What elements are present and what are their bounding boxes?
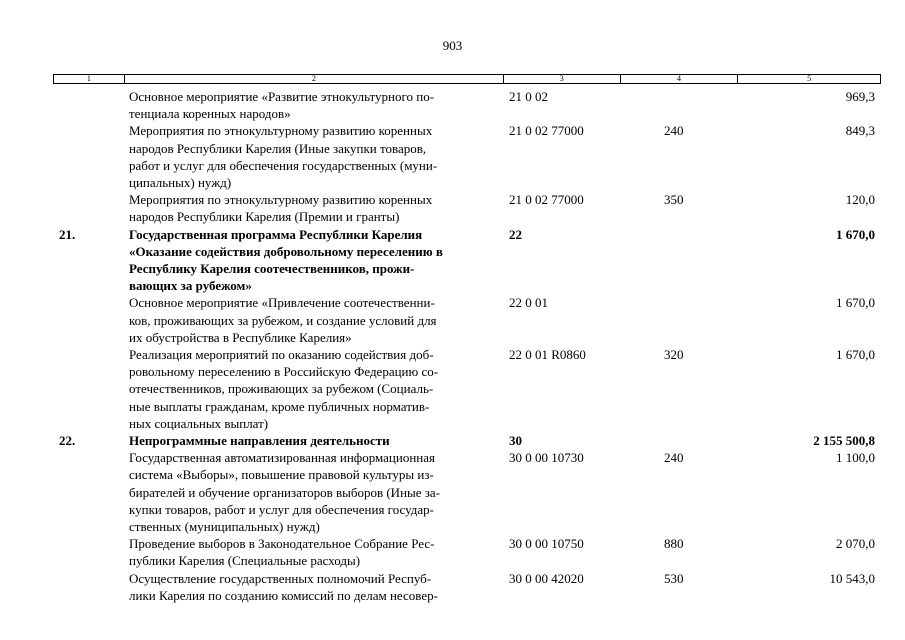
- row-code: 30: [509, 433, 522, 449]
- row-expense-type: 880: [664, 536, 684, 552]
- description-line: публики Карелия (Специальные расходы): [129, 553, 361, 569]
- table-row: [53, 294, 881, 346]
- description-line: Государственная автоматизированная информационная: [129, 450, 435, 466]
- description-line: отечественников, проживающих за рубежом (Социаль-: [129, 381, 434, 397]
- row-amount: 2 070,0: [836, 536, 875, 552]
- description-line: Осуществление государственных полномочий Респуб-: [129, 570, 432, 586]
- description-line: народов Республики Карелия (Премии и гранты): [129, 209, 400, 225]
- description-line: вающих за рубежом»: [129, 278, 252, 294]
- table-row: [53, 449, 881, 535]
- row-expense-type: [620, 432, 738, 449]
- description-line: народов Республики Карелия (Иные закупки товаров,: [129, 140, 427, 156]
- table-row: [53, 346, 881, 432]
- row-expense-type: [620, 88, 738, 122]
- table-row: [53, 535, 881, 569]
- row-number: [53, 294, 123, 346]
- row-description: [123, 294, 503, 346]
- row-amount: 120,0: [845, 192, 875, 208]
- row-number: [53, 88, 123, 122]
- row-amount: 1 670,0: [836, 226, 875, 242]
- row-number: 22.: [59, 433, 76, 449]
- row-description: [123, 88, 503, 122]
- row-description: [123, 570, 503, 604]
- row-expense-type: 240: [664, 123, 684, 139]
- table-row: [53, 88, 881, 122]
- budget-table: [53, 88, 881, 604]
- row-description: [123, 226, 503, 295]
- row-number: [53, 535, 123, 569]
- description-line: Непрограммные направления деятельности: [129, 433, 390, 449]
- row-code: 22 0 01: [509, 295, 548, 311]
- row-expense-type: 320: [664, 347, 684, 363]
- row-number: [53, 570, 123, 604]
- description-line: ные выплаты гражданам, кроме публичных норматив-: [129, 398, 430, 414]
- row-number: [53, 122, 123, 191]
- description-line: купки товаров, работ и услуг для обеспечения государ-: [129, 501, 435, 517]
- row-expense-type: [620, 294, 738, 346]
- description-line: Проведение выборов в Законодательное Собрание Рес-: [129, 536, 435, 552]
- column-header-4: 4: [620, 75, 738, 83]
- row-amount: 2 155 500,8: [813, 433, 875, 449]
- page-number: 903: [442, 38, 463, 53]
- description-line: ков, проживающих за рубежом, и создание условий для: [129, 312, 437, 328]
- row-code: 30 0 00 10750: [509, 536, 584, 552]
- row-number: [53, 346, 123, 432]
- row-description: [123, 535, 503, 569]
- row-description: [123, 346, 503, 432]
- description-line: лики Карелия по созданию комиссий по делам несовер-: [129, 587, 438, 603]
- row-code: 21 0 02: [509, 89, 548, 104]
- description-line: Государственная программа Республики Карелия: [129, 226, 423, 242]
- row-code: 30 0 00 42020: [509, 570, 584, 586]
- description-line: тенциала коренных народов»: [129, 106, 291, 122]
- column-header-2: 2: [124, 75, 503, 83]
- description-line: ных социальных выплат): [129, 415, 269, 431]
- row-number: [53, 449, 123, 535]
- description-line: Основное мероприятие «Привлечение соотечественни-: [129, 295, 435, 311]
- description-line: Республику Карелия соотечественников, прожи-: [129, 261, 415, 277]
- table-header: [53, 74, 881, 84]
- description-line: система «Выборы», повышение правовой культуры из-: [129, 467, 434, 483]
- column-header-3: 3: [503, 75, 620, 83]
- row-code: 22 0 01 R0860: [509, 347, 586, 363]
- description-line: ровольному переселению в Российскую Федерацию со-: [129, 364, 439, 380]
- row-expense-type: 350: [664, 192, 684, 208]
- row-amount: 969,3: [845, 89, 875, 104]
- column-header-5: 5: [737, 75, 880, 83]
- description-line: Основное мероприятие «Развитие этнокультурного по-: [129, 89, 435, 104]
- description-line: ципальных) нужд): [129, 175, 232, 191]
- row-amount: 10 543,0: [829, 570, 875, 586]
- row-description: [123, 191, 503, 225]
- description-line: Мероприятия по этнокультурному развитию коренных: [129, 192, 433, 208]
- row-amount: 1 670,0: [836, 347, 875, 363]
- table-row: [53, 432, 881, 449]
- row-amount: 1 670,0: [836, 295, 875, 311]
- row-number: 21.: [59, 226, 76, 242]
- row-description: [123, 449, 503, 535]
- row-expense-type: 240: [664, 450, 684, 466]
- description-line: бирателей и обучение организаторов выборов (Иные за-: [129, 484, 441, 500]
- description-line: Реализация мероприятий по оказанию содействия доб-: [129, 347, 434, 363]
- table-row: [53, 570, 881, 604]
- description-line: ственных (муниципальных) нужд): [129, 519, 320, 535]
- table-row: [53, 191, 881, 225]
- description-line: Мероприятия по этнокультурному развитию коренных: [129, 123, 433, 139]
- row-expense-type: 530: [664, 570, 684, 586]
- row-expense-type: [620, 226, 738, 295]
- row-code: 21 0 02 77000: [509, 123, 584, 139]
- row-description: [123, 122, 503, 191]
- description-line: их обустройства в Республике Карелия»: [129, 329, 352, 345]
- description-line: работ и услуг для обеспечения государственных (муни-: [129, 157, 438, 173]
- row-code: 30 0 00 10730: [509, 450, 584, 466]
- table-row: [53, 226, 881, 295]
- table-row: [53, 122, 881, 191]
- row-amount: 1 100,0: [836, 450, 875, 466]
- row-code: 21 0 02 77000: [509, 192, 584, 208]
- row-amount: 849,3: [845, 123, 875, 139]
- row-number: [53, 191, 123, 225]
- row-code: 22: [509, 226, 522, 242]
- description-line: «Оказание содействия добровольному переселению в: [129, 243, 443, 259]
- column-header-1: 1: [86, 74, 91, 83]
- row-description: [123, 432, 503, 449]
